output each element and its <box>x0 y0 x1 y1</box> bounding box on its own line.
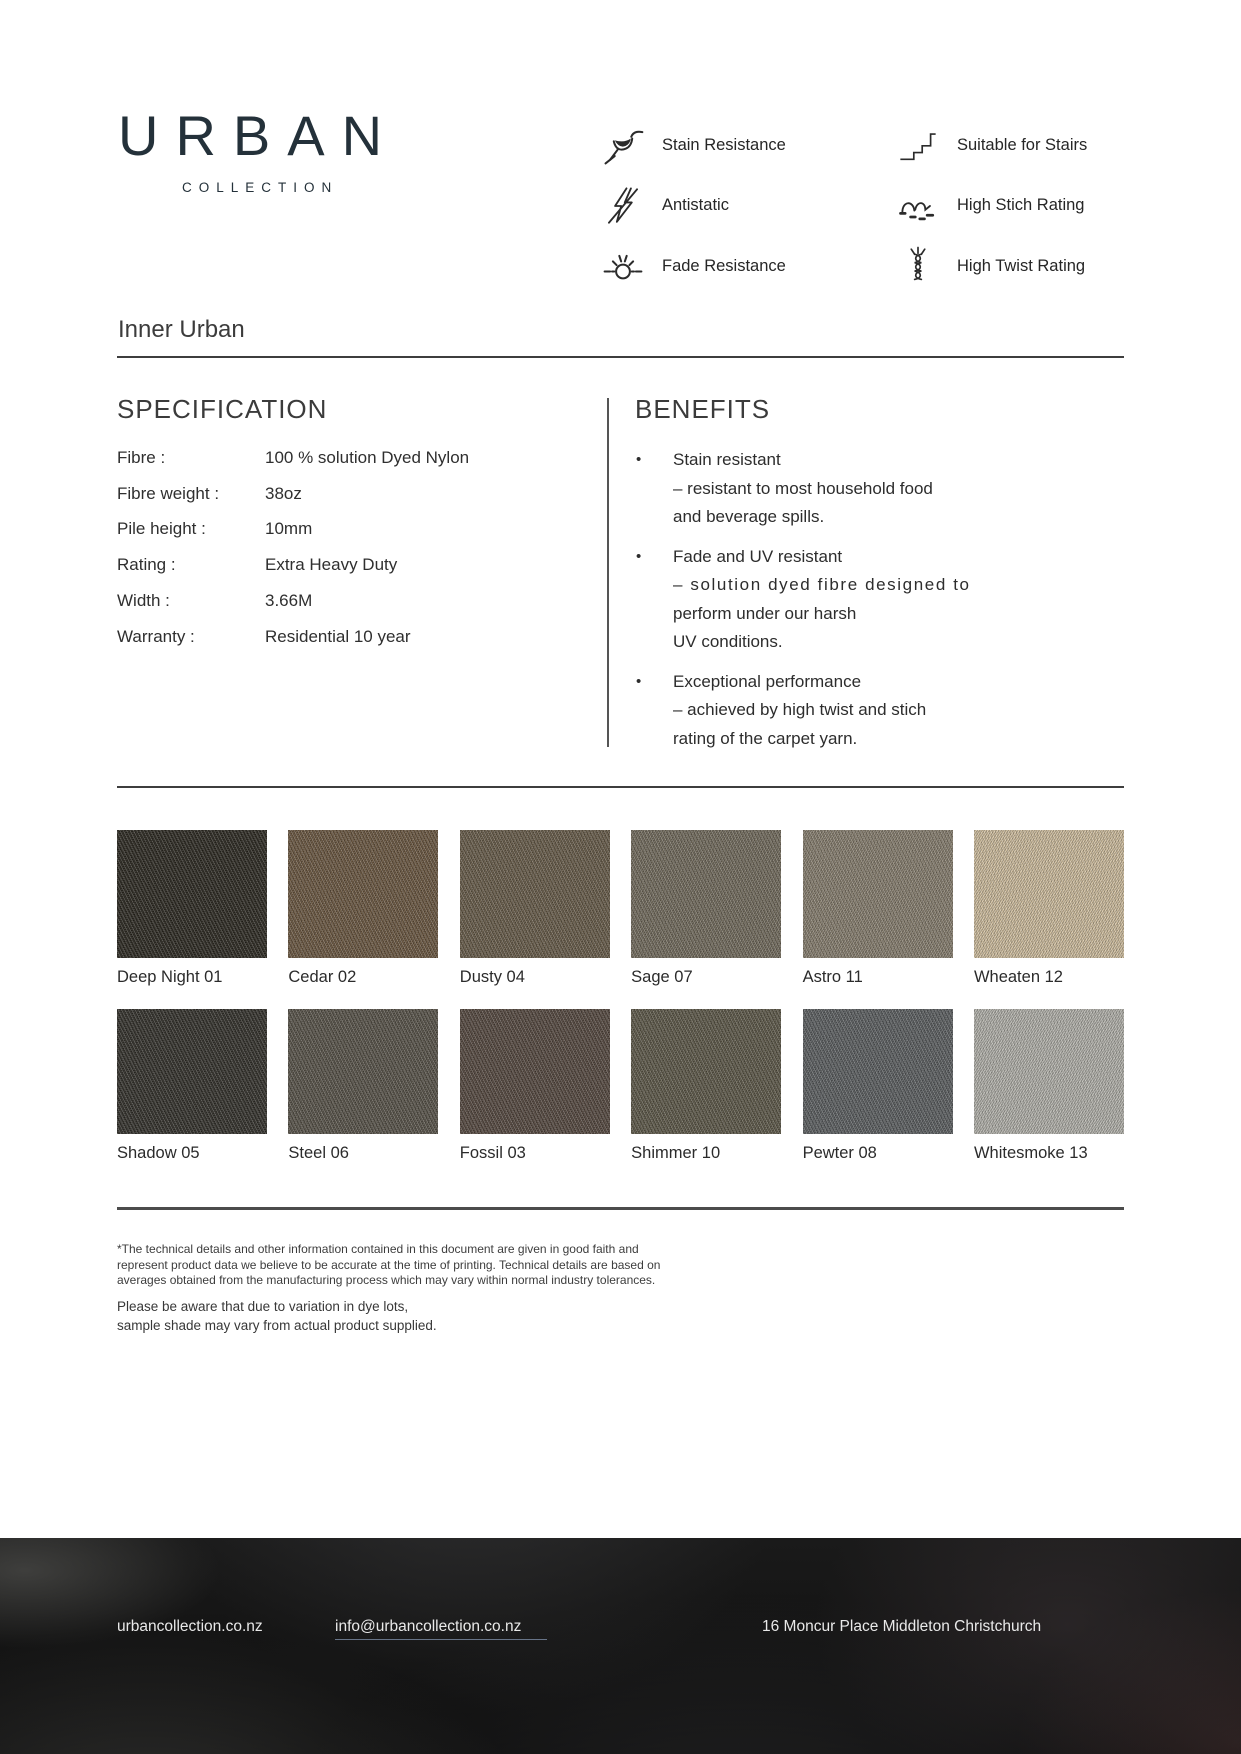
carpet-sample <box>117 830 267 958</box>
swatch-steel-06 <box>288 1009 438 1163</box>
divider-top <box>117 356 1124 358</box>
swatch-dusty-04 <box>460 830 610 987</box>
swatch-label: Steel 06 <box>288 1144 349 1162</box>
swatch-shadow-05 <box>117 1009 267 1163</box>
spec-row-fibre-weight <box>117 476 469 512</box>
spec-row-warranty <box>117 619 469 655</box>
spec-label: Rating : <box>117 555 176 575</box>
brand-name: URBAN <box>118 104 400 167</box>
footer-email-link[interactable]: info@urbancollection.co.nz <box>335 1618 547 1640</box>
spec-value: 100 % solution Dyed Nylon <box>265 448 470 467</box>
feature-stain-resistance <box>598 122 786 168</box>
carpet-sample <box>974 1009 1124 1134</box>
stairs-icon <box>893 122 943 168</box>
footer-website: urbancollection.co.nz <box>117 1618 263 1635</box>
benefit-line: – solution dyed fibre designed to <box>673 575 971 594</box>
benefit-line: UV conditions. <box>673 632 783 651</box>
bullet: • <box>636 672 642 690</box>
bullet: • <box>636 547 642 565</box>
swatch-label: Shimmer 10 <box>631 1144 721 1162</box>
swatch-pewter-08 <box>803 1009 953 1163</box>
swatch-label: Deep Night 01 <box>117 968 223 986</box>
sun-icon <box>598 243 648 289</box>
benefit-line: and beverage spills. <box>673 507 825 526</box>
benefit-line: perform under our harsh <box>673 603 857 623</box>
spec-label: Fibre weight : <box>117 483 220 503</box>
specification-table <box>117 440 469 654</box>
feature-antistatic <box>598 183 786 229</box>
carpet-sample <box>460 1009 610 1134</box>
carpet-sample <box>460 830 610 958</box>
feature-suitable-for-stairs <box>893 122 1087 168</box>
spec-label: Width : <box>117 590 170 610</box>
wine-glass-spill-icon <box>598 122 648 168</box>
carpet-sample <box>803 1009 953 1134</box>
swatch-label: Sage 07 <box>631 968 693 986</box>
feature-label: Fade Resistance <box>662 256 786 275</box>
benefit-line: rating of the carpet yarn. <box>673 728 858 748</box>
product-title: Inner Urban <box>118 316 245 343</box>
benefits-vertical-divider <box>607 398 609 747</box>
carpet-sample <box>288 830 438 958</box>
spec-value: 3.66M <box>265 590 313 610</box>
swatch-fossil-03 <box>460 1009 610 1163</box>
benefit-title: Exceptional performance <box>673 671 862 691</box>
disclaimer-line: *The technical details and other information contained in this document are given in good faith and <box>117 1242 639 1256</box>
benefit-item-stain <box>636 446 971 532</box>
swatch-label: Cedar 02 <box>288 968 357 986</box>
swatch-label: Dusty 04 <box>459 968 525 986</box>
swatch-deep-night-01 <box>117 830 267 987</box>
spec-label: Pile height : <box>117 519 206 539</box>
spec-value: 38oz <box>265 483 302 503</box>
spec-value: 10mm <box>265 519 313 539</box>
carpet-sample <box>631 1009 781 1134</box>
swatch-label: Astro 11 <box>802 968 863 986</box>
spec-label: Warranty : <box>117 626 195 646</box>
spec-value: Extra Heavy Duty <box>265 555 398 575</box>
bullet: • <box>636 451 642 468</box>
swatch-label: Fossil 03 <box>459 1144 526 1162</box>
benefit-title: Fade and UV resistant <box>673 546 843 566</box>
swatch-label: Pewter 08 <box>802 1144 877 1162</box>
benefit-line: – resistant to most household food <box>673 478 933 498</box>
carpet-sample <box>117 1009 267 1134</box>
benefits-title: BENEFITS <box>635 394 771 424</box>
spec-row-width <box>117 583 469 619</box>
swatch-wheaten-12 <box>974 830 1124 987</box>
feature-label: Stain Resistance <box>662 135 786 154</box>
footer-address: 16 Moncur Place Middleton Christchurch <box>762 1618 1042 1635</box>
disclaimer <box>117 1242 660 1335</box>
spec-label: Fibre : <box>117 448 166 467</box>
spec-row-rating <box>117 547 469 583</box>
spec-value: Residential 10 year <box>265 626 411 646</box>
twisted-yarn-icon <box>893 243 943 289</box>
swatch-row-2 <box>117 1009 1124 1163</box>
feature-high-stich-rating <box>893 183 1087 229</box>
disclaimer-line: averages obtained from the manufacturing process which may vary within normal industry tolerances. <box>117 1273 656 1287</box>
feature-list-right <box>893 122 1087 289</box>
stitch-loops-icon <box>893 183 943 229</box>
divider-above-swatches <box>117 786 1124 788</box>
specification-title: SPECIFICATION <box>117 394 328 424</box>
swatch-label: Shadow 05 <box>117 1144 200 1162</box>
dye-lot-notice-line: sample shade may vary from actual product supplied. <box>117 1317 437 1333</box>
carpet-sample <box>974 830 1124 958</box>
benefit-text <box>673 446 971 532</box>
swatch-label: Whitesmoke 13 <box>973 1144 1088 1162</box>
swatch-sage-07 <box>631 830 781 987</box>
brand-subtitle: COLLECTION <box>182 180 339 195</box>
antistatic-bolt-icon <box>598 183 648 229</box>
spec-row-pile-height <box>117 511 469 547</box>
carpet-sample <box>631 830 781 958</box>
benefit-text <box>673 543 971 657</box>
disclaimer-line: represent product data we believe to be accurate at the time of printing. Technical details are based on <box>117 1257 661 1272</box>
swatch-row-1 <box>117 830 1124 987</box>
feature-label: Suitable for Stairs <box>957 135 1088 154</box>
divider-above-disclaimer <box>117 1207 1124 1210</box>
swatch-cedar-02 <box>288 830 438 987</box>
swatch-whitesmoke-13 <box>974 1009 1124 1163</box>
spec-row-fibre <box>117 440 469 476</box>
benefit-item-fade <box>636 543 971 657</box>
benefit-text <box>673 668 971 754</box>
swatch-shimmer-10 <box>631 1009 781 1163</box>
feature-label: Antistatic <box>662 196 729 214</box>
footer <box>0 1538 1241 1754</box>
feature-fade-resistance <box>598 243 786 289</box>
feature-high-twist-rating <box>893 243 1087 289</box>
feature-label: High Twist Rating <box>957 256 1086 275</box>
swatch-label: Wheaten 12 <box>973 968 1063 986</box>
carpet-sample <box>288 1009 438 1134</box>
dye-lot-notice-line: Please be aware that due to variation in dye lots, <box>117 1298 409 1314</box>
carpet-sample <box>803 830 953 958</box>
swatch-astro-11 <box>803 830 953 987</box>
benefit-title: Stain resistant <box>673 450 781 469</box>
benefit-line: – achieved by high twist and stich <box>673 700 927 719</box>
brand-logo <box>118 104 400 195</box>
feature-list-left <box>598 122 786 289</box>
benefit-item-performance <box>636 668 971 754</box>
feature-label: High Stich Rating <box>957 196 1085 214</box>
benefits-list <box>636 446 971 764</box>
